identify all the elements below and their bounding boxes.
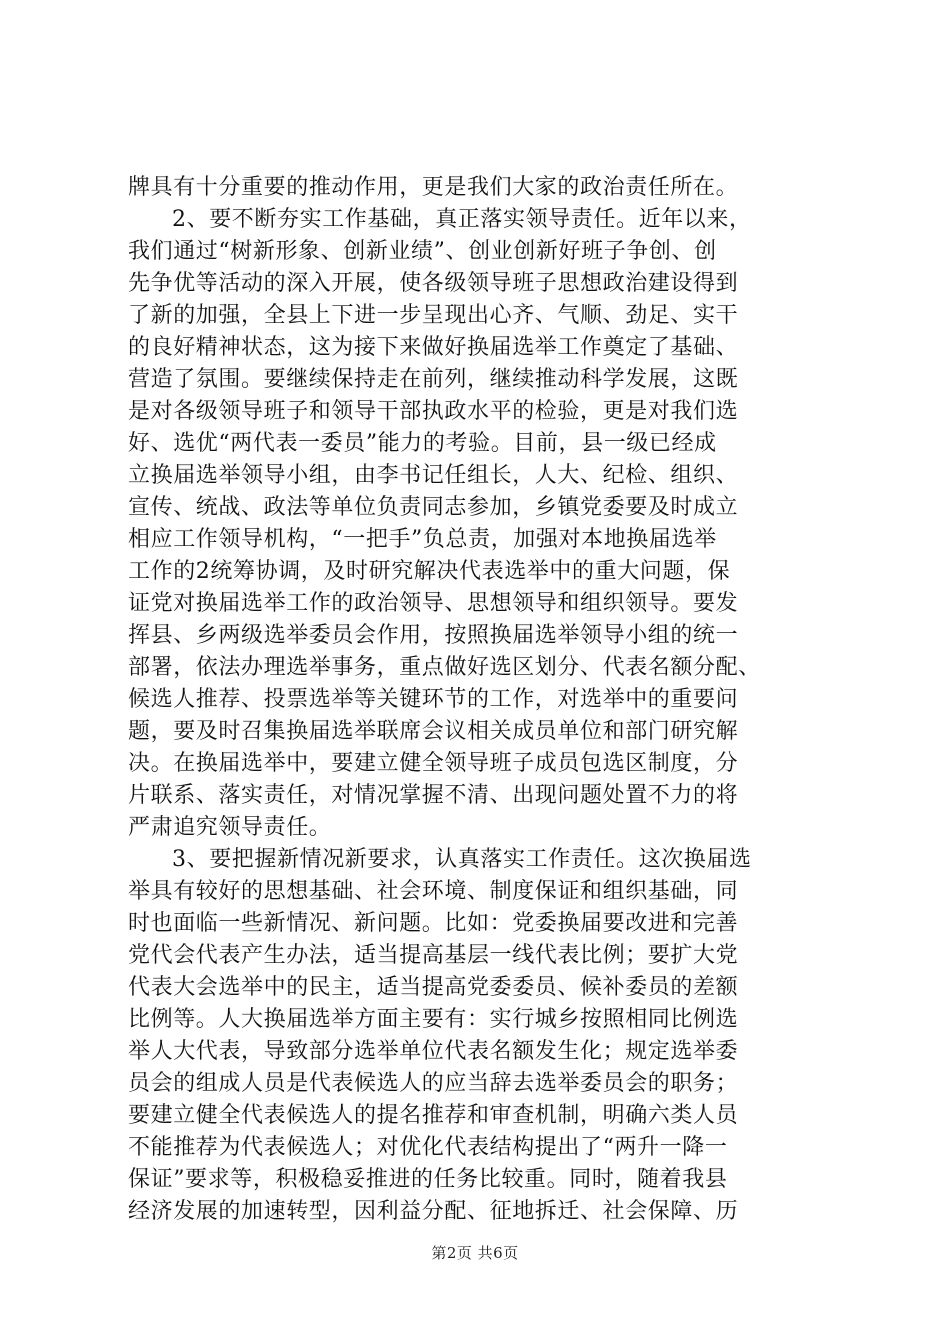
paragraph-3-first-line: 3、要把握新情况新要求，认真落实工作责任。这次换届选 xyxy=(172,847,752,872)
text-line: 营造了氛围。要继续保持走在前列，继续推动科学发展，这既 xyxy=(128,367,739,392)
text-line: 相应工作领导机构，“一把手”负总责，加强对本地换届选举 xyxy=(128,527,717,552)
text-line: 严肃追究领导责任。 xyxy=(128,815,332,840)
text-line: 了新的加强，全县上下进一步呈现出心齐、气顺、劲足、实干 xyxy=(128,303,739,328)
text-line: 挥县、乡两级选举委员会作用，按照换届选举领导小组的统一 xyxy=(128,623,739,648)
text-line: 代表大会选举中的民主，适当提高党委委员、候补委员的差额 xyxy=(128,975,739,1000)
text-line: 立换届选举领导小组，由李书记任组长，人大、纪检、组织、 xyxy=(128,463,739,488)
text-line: 不能推荐为代表候选人；对优化代表结构提出了“两升一降一 xyxy=(128,1135,728,1160)
text-line: 我们通过“树新形象、创新业绩”、创业创新好班子争创、创 xyxy=(128,239,717,264)
text-line: 部署，依法办理选举事务，重点做好选区划分、代表名额分配、 xyxy=(128,655,761,680)
paragraph-2-first-line: 2、要不断夯实工作基础，真正落实领导责任。近年以来， xyxy=(172,207,752,232)
text-line: 举具有较好的思想基础、社会环境、制度保证和组织基础，同 xyxy=(128,879,739,904)
text-line: 工作的2统筹协调，及时研究解决代表选举中的重大问题，保 xyxy=(128,559,731,584)
text-line: 经济发展的加速转型，因利益分配、征地拆迁、社会保障、历 xyxy=(128,1199,739,1224)
text-line: 先争优等活动的深入开展，使各级领导班子思想政治建设得到 xyxy=(128,271,739,296)
text-line: 举人大代表，导致部分选举单位代表名额发生化；规定选举委 xyxy=(128,1039,739,1064)
text-line: 题，要及时召集换届选举联席会议相关成员单位和部门研究解 xyxy=(128,719,739,744)
text-line: 党代会代表产生办法，适当提高基层一线代表比例；要扩大党 xyxy=(128,943,739,968)
text-line: 牌具有十分重要的推动作用，更是我们大家的政治责任所在。 xyxy=(128,175,739,200)
text-line: 的良好精神状态，这为接下来做好换届选举工作奠定了基础、 xyxy=(128,335,739,360)
text-line: 决。在换届选举中，要建立健全领导班子成员包选区制度，分 xyxy=(128,751,739,776)
body-text xyxy=(128,172,828,1228)
text-line: 员会的组成人员是代表候选人的应当辞去选举委员会的职务； xyxy=(128,1071,739,1096)
text-line: 证党对换届选举工作的政治领导、思想领导和组织领导。要发 xyxy=(128,591,739,616)
text-line: 是对各级领导班子和领导干部执政水平的检验，更是对我们选 xyxy=(128,399,739,424)
text-line: 片联系、落实责任，对情况掌握不清、出现问题处置不力的将 xyxy=(128,783,739,808)
text-line: 比例等。人大换届选举方面主要有：实行城乡按照相同比例选 xyxy=(128,1007,739,1032)
text-line: 宣传、统战、政法等单位负责同志参加，乡镇党委要及时成立 xyxy=(128,495,739,520)
text-line: 要建立健全代表候选人的提名推荐和审查机制，明确六类人员 xyxy=(128,1103,739,1128)
text-line: 好、选优“两代表一委员”能力的考验。目前，县一级已经成 xyxy=(128,431,717,456)
page-number-footer: 第2页 共6页 xyxy=(431,1244,519,1262)
text-line: 时也面临一些新情况、新问题。比如：党委换届要改进和完善 xyxy=(128,911,739,936)
text-line: 候选人推荐、投票选举等关键环节的工作，对选举中的重要问 xyxy=(128,687,739,712)
text-line: 保证”要求等，积极稳妥推进的任务比较重。同时，随着我县 xyxy=(128,1167,728,1192)
